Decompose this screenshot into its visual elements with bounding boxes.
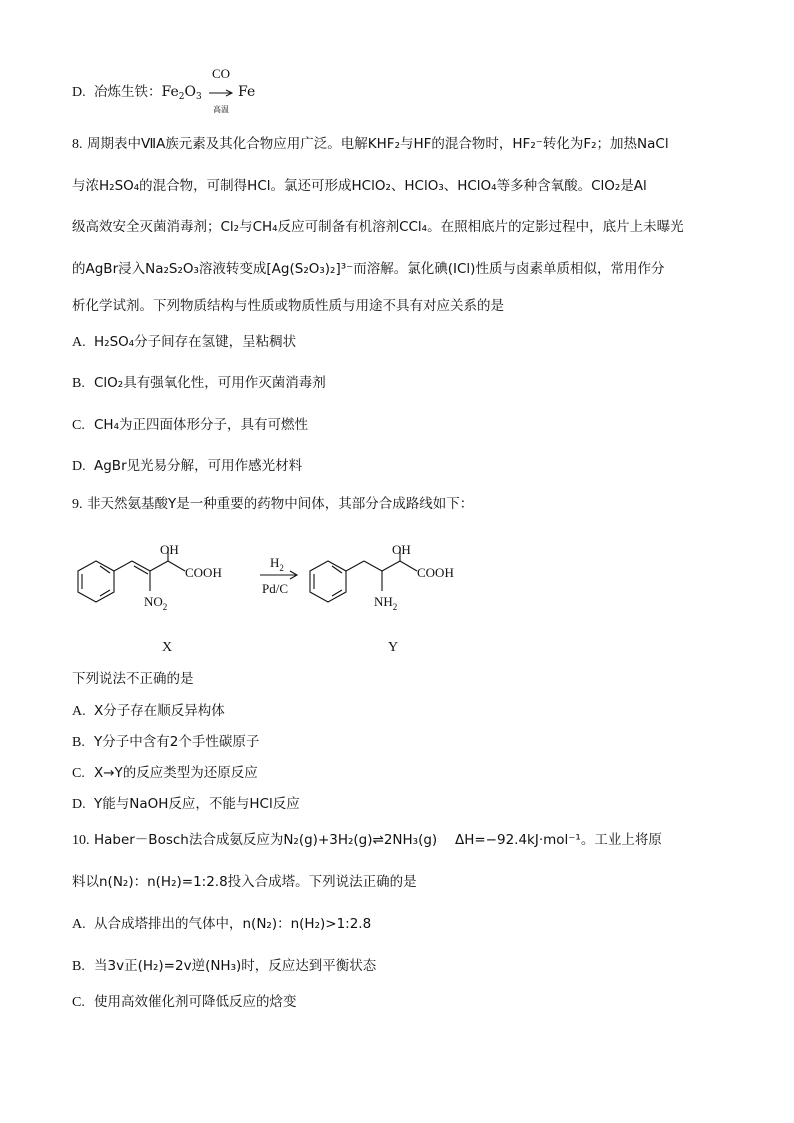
q8-option-b xyxy=(72,373,326,394)
option-label: C. xyxy=(72,418,85,433)
reagent-pdc: Pd/C xyxy=(262,581,289,596)
question-text: 的AgBr浸入Na₂S₂O₃溶液转变成[Ag(S₂O₃)₂]³⁻而溶解。氯化碘(ICl)性质与卤素单质相似，常用作分 xyxy=(72,261,665,277)
option-text: 冶炼生铁： xyxy=(94,84,162,100)
option-text: X→Y的反应类型为还原反应 xyxy=(94,765,258,781)
x-no2-label: $NO_2$ xyxy=(144,594,168,612)
y-nh2-label: $NH_2$ xyxy=(374,594,398,612)
q8-line-2 xyxy=(72,176,647,196)
q9-prompt xyxy=(72,669,194,689)
formula-fe: Fe xyxy=(161,84,179,100)
y-cooh-label: COOH xyxy=(417,565,454,580)
option-text: 使用高效催化剂可降低反应的焓变 xyxy=(94,994,297,1010)
q10-line-1 xyxy=(72,830,662,851)
question-number: 8. xyxy=(72,137,83,152)
benzene-ring-x xyxy=(78,561,114,602)
question-text: 下列说法不正确的是 xyxy=(72,671,194,687)
subscript: 3 xyxy=(195,92,202,102)
question-text: 周期表中ⅦA族元素及其化合物应用广泛。电解KHF₂与HF的混合物时，HF₂⁻转化为F₂；加热NaCl xyxy=(86,136,669,152)
option-text: Y能与NaOH反应，不能与HCl反应 xyxy=(94,796,300,812)
q10-option-a xyxy=(72,914,371,935)
q9-stem xyxy=(72,494,473,515)
reagent-h2: $H_2$ xyxy=(270,555,284,573)
option-text: AgBr见光易分解，可用作感光材料 xyxy=(94,458,303,474)
option-text: ClO₂具有强氧化性，可用作灭菌消毒剂 xyxy=(94,375,326,391)
q7-option-d xyxy=(72,82,202,103)
q8-line-1 xyxy=(72,134,669,155)
option-label: C. xyxy=(72,995,85,1010)
option-label: A. xyxy=(72,917,86,932)
synthesis-scheme xyxy=(60,535,520,660)
option-label: C. xyxy=(72,766,85,781)
q9-option-a xyxy=(72,701,225,722)
x-cooh-label: COOH xyxy=(185,565,222,580)
q9-option-c xyxy=(72,763,258,784)
formula-product-fe: Fe xyxy=(238,84,256,100)
option-label: D. xyxy=(72,459,86,474)
q8-option-c xyxy=(72,415,308,436)
subscript: 2 xyxy=(178,92,185,102)
option-label: B. xyxy=(72,376,85,391)
option-label: B. xyxy=(72,735,85,750)
question-text: 料以n(N₂)：n(H₂)=1:2.8投入合成塔。下列说法正确的是 xyxy=(72,874,417,890)
question-text: 级高效安全灭菌消毒剂；Cl₂与CH₄反应可制备有机溶剂CCl₄。在照相底片的定影过程中，底片上未曝光 xyxy=(72,219,684,235)
option-text: X分子存在顺反异构体 xyxy=(94,703,225,719)
formula-o: O xyxy=(184,84,196,100)
option-text: H₂SO₄分子间存在氢键，呈粘稠状 xyxy=(94,334,297,350)
option-label: B. xyxy=(72,959,85,974)
q10-line-2 xyxy=(72,872,417,892)
option-label: A. xyxy=(72,335,86,350)
option-label: D. xyxy=(72,85,86,100)
arrow-icon xyxy=(208,88,234,98)
option-text: 当3v正(H₂)=2v逆(NH₃)时，反应达到平衡状态 xyxy=(94,958,377,974)
q8-option-d xyxy=(72,456,302,477)
q10-option-c xyxy=(72,992,297,1013)
option-text: 从合成塔排出的气体中，n(N₂)：n(H₂)>1:2.8 xyxy=(94,916,372,932)
q8-option-a xyxy=(72,332,296,353)
x-compound-label: X xyxy=(162,640,173,655)
x-oh-label: OH xyxy=(160,542,179,557)
question-number: 9. xyxy=(72,497,83,512)
question-text: 非天然氨基酸Y是一种重要的药物中间体，其部分合成路线如下： xyxy=(86,496,474,512)
question-number: 10. xyxy=(72,833,90,848)
option-label: A. xyxy=(72,704,86,719)
benzene-ring-y xyxy=(310,561,346,602)
option-text: CH₄为正四面体形分子，具有可燃性 xyxy=(94,417,308,433)
condition-high-temp: 高温 xyxy=(213,105,229,114)
y-compound-label: Y xyxy=(388,640,399,655)
option-text: Y分子中含有2个手性碳原子 xyxy=(94,734,260,750)
q8-line-5 xyxy=(72,296,504,316)
y-oh-label: OH xyxy=(392,542,411,557)
q9-option-d xyxy=(72,794,300,815)
reagent-co: CO xyxy=(211,66,231,81)
question-text: 与浓H₂SO₄的混合物，可制得HCl。氯还可形成HClO₂、HClO₃、HClO₄等多种含氧酸。ClO₂是Al xyxy=(72,178,647,194)
question-text: Haber－Bosch法合成氨反应为N₂(g)+3H₂(g)⇌2NH₃(g) ΔH=−92.4kJ·mol⁻¹。工业上将原 xyxy=(93,832,662,848)
q8-line-3 xyxy=(72,217,684,237)
question-text: 析化学试剂。下列物质结构与性质或物质性质与用途不具有对应关系的是 xyxy=(72,298,504,314)
q8-line-4 xyxy=(72,259,664,279)
q10-option-b xyxy=(72,956,376,977)
option-label: D. xyxy=(72,797,86,812)
q9-option-b xyxy=(72,732,259,753)
